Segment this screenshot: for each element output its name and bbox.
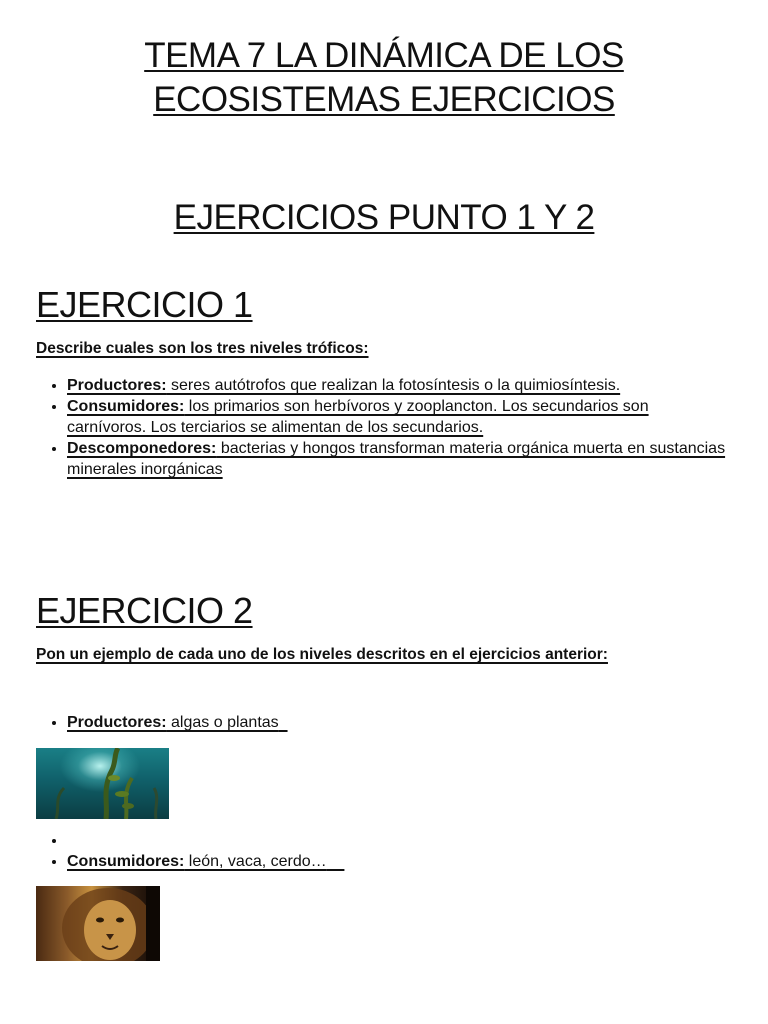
list-item: • Consumidores: los primarios son herbívoros y zooplancton. Los secundarios son carnívoros. Los terciarios se alimentan de los secundarios. [67,396,727,438]
document-title [0,34,768,122]
exercise-1-heading: EJERCICIO 1 [36,284,253,325]
trophic-levels-list [36,375,727,480]
kelp-forest-image [36,748,169,819]
exercise-2-heading: EJERCICIO 2 [36,590,253,631]
lion-illustration [36,886,160,961]
title-line-2: ECOSISTEMAS EJERCICIOS [153,80,615,119]
kelp-illustration [36,748,169,819]
list-item: • Descomponedores: bacterias y hongos transforman materia orgánica muerta en sustancias minerales inorgánicas [67,438,727,480]
lion-image [36,886,160,961]
section-subtitle [0,196,768,240]
exercise-1-prompt: Describe cuales son los tres niveles tróficos: [36,340,369,357]
producers-example-list [36,712,727,733]
empty-list-item [67,830,727,851]
exercise-2-prompt: Pon un ejemplo de cada uno de los niveles descritos en el ejercicios anterior: [36,646,608,663]
list-item: • Productores: seres autótrofos que realizan la fotosíntesis o la quimiosíntesis. [67,375,727,396]
list-item: • Consumidores: león, vaca, cerdo… [67,851,727,872]
consumers-example-list [36,830,727,872]
title-line-1: TEMA 7 LA DINÁMICA DE LOS [144,36,624,75]
list-item: • Productores: algas o plantas [67,712,727,733]
subtitle-text: EJERCICIOS PUNTO 1 Y 2 [173,198,595,237]
